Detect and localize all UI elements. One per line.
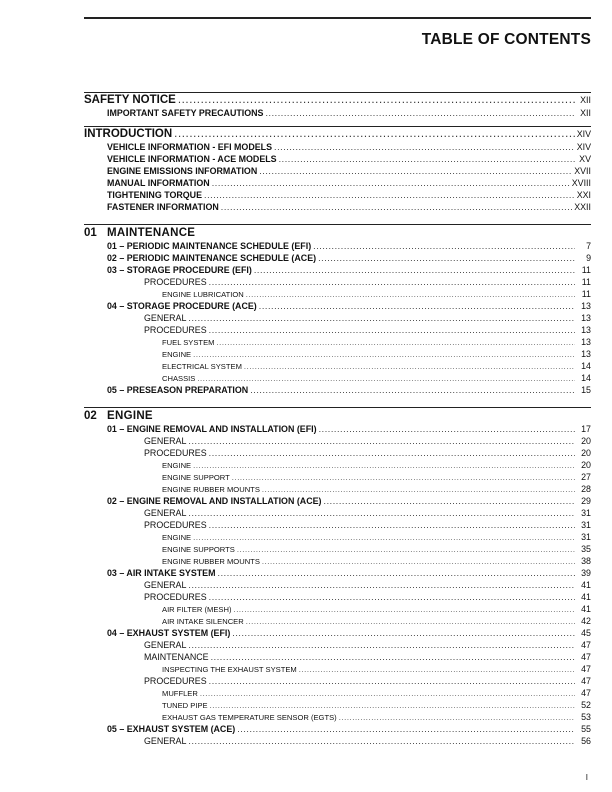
toc-entry-title: PROCEDURES: [144, 448, 207, 458]
dot-leader: [188, 639, 575, 651]
toc-entry-page: XXI: [576, 190, 591, 200]
toc-entry[interactable]: [84, 615, 591, 627]
toc-entry[interactable]: [84, 687, 591, 699]
toc-entry-page: 38: [581, 556, 591, 566]
toc-entry-title: MANUAL INFORMATION: [107, 178, 210, 188]
toc-entry[interactable]: [84, 651, 591, 663]
toc-entry-page: XII: [580, 95, 591, 105]
toc-entry-title: 02 – PERIODIC MAINTENANCE SCHEDULE (ACE): [107, 253, 317, 263]
toc-entry-page: XIV: [576, 129, 591, 139]
toc-entry-page: 41: [581, 604, 591, 614]
dot-leader: [244, 361, 575, 372]
table-of-contents: [84, 92, 591, 747]
toc-entry[interactable]: [84, 555, 591, 567]
toc-entry-title: ENGINE: [162, 533, 192, 542]
toc-entry[interactable]: [84, 663, 591, 675]
toc-entry-title: 03 – AIR INTAKE SYSTEM: [107, 568, 216, 578]
toc-entry-title: IMPORTANT SAFETY PRECAUTIONS: [107, 108, 264, 118]
toc-entry-page: 20: [581, 460, 591, 470]
dot-leader: [209, 447, 575, 459]
dot-leader: [254, 264, 575, 276]
dot-leader: [232, 627, 575, 639]
toc-entry-page: 41: [581, 592, 591, 602]
toc-entry-title: INSPECTING THE EXHAUST SYSTEM: [162, 665, 297, 674]
section-title: ENGINE: [107, 410, 153, 422]
toc-entry-page: XVIII: [571, 178, 591, 188]
toc-entry[interactable]: [84, 447, 591, 459]
toc-entry[interactable]: [84, 435, 591, 447]
toc-entry-title: FASTENER INFORMATION: [107, 202, 219, 212]
toc-entry-page: 14: [581, 373, 591, 383]
toc-entry-title: TIGHTENING TORQUE: [107, 190, 202, 200]
dot-leader: [218, 567, 576, 579]
toc-entry-title: SAFETY NOTICE: [84, 94, 176, 106]
dot-leader: [232, 472, 575, 483]
toc-entry-page: XVII: [574, 166, 591, 176]
toc-entry[interactable]: [84, 336, 591, 348]
toc-front-matter-heading[interactable]: [84, 126, 591, 141]
toc-entry-title: ENGINE RUBBER MOUNTS: [162, 485, 260, 494]
toc-entry-page: 31: [581, 520, 591, 530]
toc-entry-page: 20: [581, 448, 591, 458]
toc-entry[interactable]: [84, 107, 591, 119]
toc-entry[interactable]: [84, 348, 591, 360]
toc-entry-title: TUNED PIPE: [162, 701, 208, 710]
dot-leader: [274, 141, 575, 153]
toc-entry[interactable]: [84, 252, 591, 264]
dot-leader: [211, 651, 575, 663]
toc-entry-title: ENGINE SUPPORT: [162, 473, 230, 482]
dot-leader: [265, 107, 575, 119]
toc-entry-title: EXHAUST GAS TEMPERATURE SENSOR (EGTS): [162, 713, 337, 722]
toc-entry-title: ENGINE LUBRICATION: [162, 290, 244, 299]
dot-leader: [209, 519, 575, 531]
dot-leader: [319, 423, 575, 435]
toc-entry-page: 14: [581, 361, 591, 371]
toc-entry-title: GENERAL: [144, 580, 187, 590]
toc-entry-title: 05 – PRESEASON PREPARATION: [107, 385, 249, 395]
dot-leader: [209, 324, 575, 336]
toc-entry[interactable]: [84, 531, 591, 543]
toc-entry-page: 31: [581, 532, 591, 542]
toc-entry-page: 11: [581, 289, 591, 299]
dot-leader: [313, 240, 575, 252]
toc-entry[interactable]: [84, 312, 591, 324]
toc-entry[interactable]: [84, 711, 591, 723]
toc-entry-page: 9: [586, 253, 591, 263]
dot-leader: [209, 675, 575, 687]
dot-leader: [178, 93, 575, 107]
dot-leader: [212, 177, 570, 189]
toc-entry-page: 7: [586, 241, 591, 251]
toc-entry-page: 35: [581, 544, 591, 554]
page-title: TABLE OF CONTENTS: [421, 31, 591, 48]
section-number: 02: [84, 410, 97, 422]
toc-entry-title: GENERAL: [144, 736, 187, 746]
toc-entry-page: 29: [581, 496, 591, 506]
toc-entry-page: 47: [581, 652, 591, 662]
toc-entry[interactable]: [84, 165, 591, 177]
dot-leader: [188, 312, 575, 324]
toc-entry-title: 02 – ENGINE REMOVAL AND INSTALLATION (ACE): [107, 496, 322, 506]
toc-entry-title: ENGINE: [162, 461, 192, 470]
toc-entry-page: 45: [581, 628, 591, 638]
toc-entry[interactable]: [84, 603, 591, 615]
toc-front-matter-heading[interactable]: [84, 92, 591, 107]
toc-entry-title: FUEL SYSTEM: [162, 338, 215, 347]
toc-entry-page: 55: [581, 724, 591, 734]
toc-entry[interactable]: [84, 324, 591, 336]
toc-entry-page: 13: [581, 301, 591, 311]
toc-entry[interactable]: [84, 276, 591, 288]
toc-entry[interactable]: [84, 735, 591, 747]
toc-entry-page: 13: [581, 325, 591, 335]
toc-entry[interactable]: [84, 240, 591, 252]
toc-entry[interactable]: [84, 471, 591, 483]
toc-entry-title: 01 – ENGINE REMOVAL AND INSTALLATION (EFI): [107, 424, 317, 434]
dot-leader: [210, 700, 575, 711]
toc-entry-page: 28: [581, 484, 591, 494]
dot-leader: [193, 349, 575, 360]
dot-leader: [246, 616, 575, 627]
toc-entry[interactable]: [84, 288, 591, 300]
dot-leader: [237, 544, 575, 555]
toc-entry[interactable]: [84, 723, 591, 735]
toc-entry-title: INTRODUCTION: [84, 128, 173, 140]
toc-entry-page: 11: [581, 277, 591, 287]
dot-leader: [246, 289, 575, 300]
toc-entry-title: CHASSIS: [162, 374, 196, 383]
toc-entry[interactable]: [84, 141, 591, 153]
toc-entry[interactable]: [84, 360, 591, 372]
toc-entry-page: XV: [579, 154, 591, 164]
dot-leader: [299, 664, 575, 675]
toc-entry-title: GENERAL: [144, 313, 187, 323]
toc-entry-title: VEHICLE INFORMATION - ACE MODELS: [107, 154, 277, 164]
toc-entry-page: 56: [581, 736, 591, 746]
toc-entry[interactable]: [84, 495, 591, 507]
dot-leader: [193, 532, 575, 543]
toc-entry[interactable]: [84, 579, 591, 591]
dot-leader: [204, 189, 575, 201]
toc-entry-page: 52: [581, 700, 591, 710]
toc-entry-title: 04 – EXHAUST SYSTEM (EFI): [107, 628, 231, 638]
toc-entry-title: AIR INTAKE SILENCER: [162, 617, 244, 626]
toc-entry-page: 13: [581, 349, 591, 359]
toc-entry-page: 17: [581, 424, 591, 434]
toc-entry-page: 53: [581, 712, 591, 722]
toc-entry-title: 04 – STORAGE PROCEDURE (ACE): [107, 301, 257, 311]
dot-leader: [259, 165, 572, 177]
toc-entry-title: AIR FILTER (MESH): [162, 605, 232, 614]
toc-entry[interactable]: [84, 519, 591, 531]
dot-leader: [193, 460, 575, 471]
toc-entry[interactable]: [84, 264, 591, 276]
section-number: 01: [84, 227, 97, 239]
toc-entry[interactable]: [84, 591, 591, 603]
dot-leader: [221, 201, 572, 213]
top-rule: [84, 17, 591, 19]
dot-leader: [188, 735, 575, 747]
toc-entry[interactable]: [84, 567, 591, 579]
dot-leader: [216, 337, 575, 348]
dot-leader: [279, 153, 575, 165]
toc-section-heading[interactable]: [84, 407, 591, 423]
toc-entry-page: 47: [581, 688, 591, 698]
toc-entry-page: 20: [581, 436, 591, 446]
toc-entry-title: 03 – STORAGE PROCEDURE (EFI): [107, 265, 252, 275]
dot-leader: [197, 373, 575, 384]
toc-entry-title: ENGINE EMISSIONS INFORMATION: [107, 166, 258, 176]
toc-entry-page: 11: [581, 265, 591, 275]
toc-entry[interactable]: [84, 639, 591, 651]
toc-entry-page: 42: [581, 616, 591, 626]
toc-entry[interactable]: [84, 543, 591, 555]
section-title: MAINTENANCE: [107, 227, 196, 239]
dot-leader: [233, 604, 575, 615]
toc-entry-title: PROCEDURES: [144, 277, 207, 287]
toc-entry[interactable]: [84, 459, 591, 471]
dot-leader: [174, 127, 575, 141]
toc-entry[interactable]: [84, 372, 591, 384]
dot-leader: [318, 252, 575, 264]
toc-entry[interactable]: [84, 507, 591, 519]
toc-entry-page: 47: [581, 640, 591, 650]
toc-entry[interactable]: [84, 423, 591, 435]
dot-leader: [262, 484, 575, 495]
toc-entry-title: GENERAL: [144, 640, 187, 650]
toc-section-heading[interactable]: [84, 224, 591, 240]
toc-entry-page: 41: [581, 580, 591, 590]
toc-entry-page: 39: [581, 568, 591, 578]
toc-entry-title: PROCEDURES: [144, 325, 207, 335]
toc-entry[interactable]: [84, 300, 591, 312]
toc-entry-title: MAINTENANCE: [144, 652, 209, 662]
toc-entry[interactable]: [84, 189, 591, 201]
dot-leader: [200, 688, 575, 699]
dot-leader: [188, 507, 575, 519]
toc-entry-title: ENGINE RUBBER MOUNTS: [162, 557, 260, 566]
toc-entry-title: MUFFLER: [162, 689, 198, 698]
toc-entry-page: XXII: [574, 202, 591, 212]
toc-entry[interactable]: [84, 675, 591, 687]
toc-entry[interactable]: [84, 483, 591, 495]
toc-entry-page: 27: [581, 472, 591, 482]
dot-leader: [250, 384, 575, 396]
dot-leader: [209, 591, 575, 603]
dot-leader: [188, 435, 575, 447]
dot-leader: [188, 579, 575, 591]
toc-entry-title: ENGINE: [162, 350, 192, 359]
toc-entry-page: 15: [581, 385, 591, 395]
dot-leader: [259, 300, 575, 312]
toc-entry-page: 13: [581, 313, 591, 323]
toc-entry[interactable]: [84, 627, 591, 639]
toc-entry-title: PROCEDURES: [144, 592, 207, 602]
dot-leader: [209, 276, 575, 288]
dot-leader: [237, 723, 575, 735]
toc-entry-page: XII: [580, 108, 591, 118]
toc-entry-title: GENERAL: [144, 508, 187, 518]
toc-entry-title: 01 – PERIODIC MAINTENANCE SCHEDULE (EFI): [107, 241, 312, 251]
page-number: I: [585, 773, 588, 782]
dot-leader: [324, 495, 576, 507]
toc-entry-title: 05 – EXHAUST SYSTEM (ACE): [107, 724, 236, 734]
toc-entry[interactable]: [84, 153, 591, 165]
toc-entry[interactable]: [84, 177, 591, 189]
toc-entry[interactable]: [84, 384, 591, 396]
toc-entry-title: GENERAL: [144, 436, 187, 446]
toc-entry-page: 47: [581, 676, 591, 686]
toc-entry-page: XIV: [576, 142, 591, 152]
toc-entry-title: VEHICLE INFORMATION - EFI MODELS: [107, 142, 273, 152]
toc-entry-page: 47: [581, 664, 591, 674]
toc-entry-title: ELECTRICAL SYSTEM: [162, 362, 242, 371]
toc-entry[interactable]: [84, 201, 591, 213]
toc-entry-page: 31: [581, 508, 591, 518]
dot-leader: [262, 556, 575, 567]
dot-leader: [339, 712, 575, 723]
toc-entry-title: PROCEDURES: [144, 520, 207, 530]
toc-entry-title: ENGINE SUPPORTS: [162, 545, 235, 554]
toc-entry-title: PROCEDURES: [144, 676, 207, 686]
toc-entry-page: 13: [581, 337, 591, 347]
toc-entry[interactable]: [84, 699, 591, 711]
